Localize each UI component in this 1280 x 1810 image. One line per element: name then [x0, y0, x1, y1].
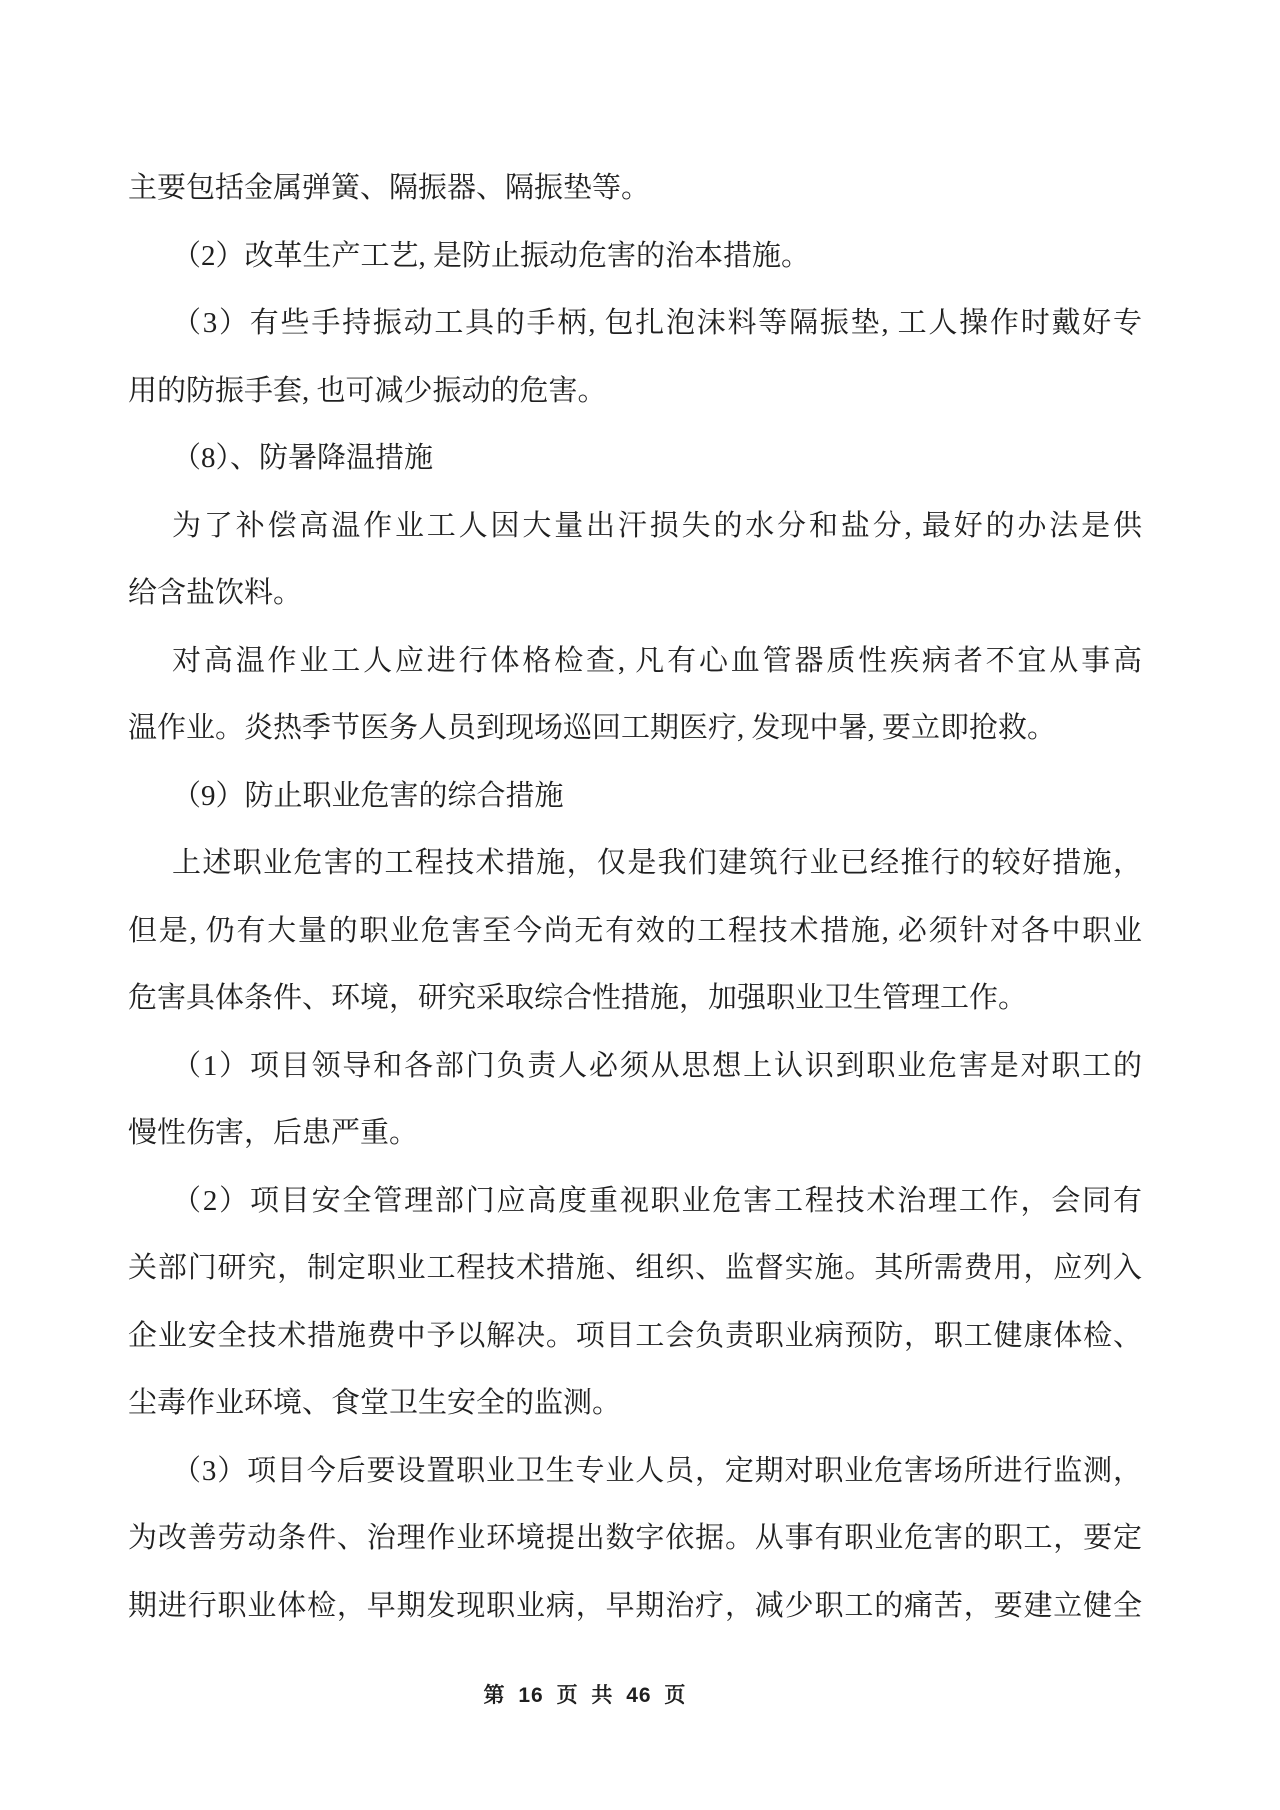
text-line: 为改善劳动条件、治理作业环境提出数字依据。从事有职业危害的职工，要定 [128, 1522, 1142, 1554]
text-line: 期进行职业体检，早期发现职业病，早期治疗，减少职工的痛苦，要建立健全 [128, 1589, 1142, 1622]
text-line: 给含盐饮料。 [128, 577, 303, 609]
text-line: （3）有些手持振动工具的手柄, 包扎泡沫料等隔振垫, 工人操作时戴好专 [172, 307, 1142, 339]
text-line: （3）项目今后要设置职业卫生专业人员，定期对职业危害场所进行监测， [172, 1454, 1142, 1487]
text-line: 尘毒作业环境、食堂卫生安全的监测。 [128, 1387, 622, 1419]
text-line: （8）、防暑降温措施 [172, 442, 434, 474]
page-number-text: 第 16 页 共 46 页 [483, 1684, 687, 1707]
text-line: （2）改革生产工艺, 是防止振动危害的治本措施。 [172, 239, 811, 272]
text-line: 主要包括金属弹簧、隔振器、隔振垫等。 [128, 172, 651, 204]
text-line: （2）项目安全管理部门应高度重视职业危害工程技术治理工作，会同有 [172, 1184, 1142, 1217]
text-line: 温作业。炎热季节医务人员到现场巡回工期医疗, 发现中暑, 要立即抢救。 [128, 712, 1057, 744]
page-footer [0, 1674, 1225, 1718]
text-line: 企业安全技术措施费中予以解决。项目工会负责职业病预防，职工健康体检、 [128, 1319, 1142, 1352]
text-line: 慢性伤害，后患严重。 [128, 1117, 419, 1149]
text-line: 上述职业危害的工程技术措施，仅是我们建筑行业已经推行的较好措施， [172, 847, 1142, 879]
text-line: 对高温作业工人应进行体格检查, 凡有心血管器质性疾病者不宜从事高 [172, 644, 1142, 677]
text-line: 危害具体条件、环境，研究采取综合性措施，加强职业卫生管理工作。 [128, 982, 1028, 1014]
text-line: （9）防止职业危害的综合措施 [172, 779, 564, 812]
text-line: 关部门研究，制定职业工程技术措施、组织、监督实施。其所需费用，应列入 [128, 1252, 1142, 1284]
text-line: 为了补偿高温作业工人因大量出汗损失的水分和盐分, 最好的办法是供 [172, 509, 1142, 542]
text-line: （1）项目领导和各部门负责人必须从思想上认识到职业危害是对职工的 [172, 1049, 1142, 1082]
text-line: 用的防振手套, 也可减少振动的危害。 [128, 374, 607, 407]
text-line: 但是, 仍有大量的职业危害至今尚无有效的工程技术措施, 必须针对各中职业 [128, 914, 1142, 947]
